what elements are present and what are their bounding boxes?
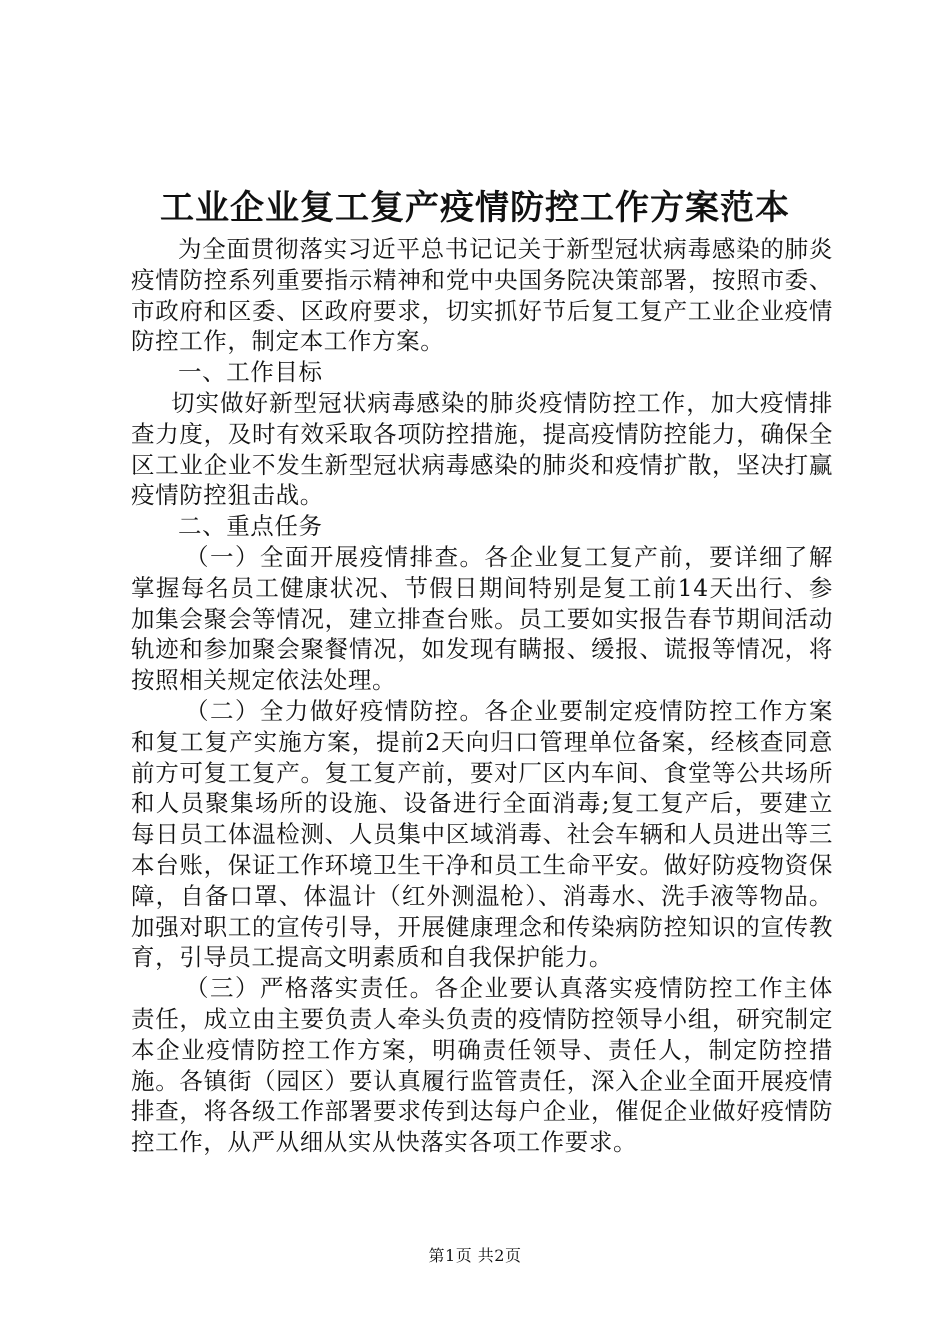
section-heading-goals: 一、工作目标 — [178, 358, 323, 387]
intro-paragraph: 为全面贯彻落实习近平总书记记关于新型冠状病毒感染的肺炎疫情防控系列重要指示精神和党中央国务院决策部署，按照市委、市政府和区委、区政府要求，切实抓好节后复工复产工业企业疫情防控工作，制定本工作方案。 — [131, 235, 833, 356]
task-3-paragraph: （三）严格落实责任。各企业要认真落实疫情防控工作主体责任，成立由主要负责人牵头负责的疫情防控领导小组，研究制定本企业疫情防控工作方案，明确责任领导、责任人，制定防控措施。各镇街（园区）要认真履行监管责任，深入企业全面开展疫情排查，将各级工作部署要求传到达每户企业，催促企业做好疫情防控工作，从严从细从实从快落实各项工作要求。 — [131, 974, 833, 1157]
goals-paragraph: 切实做好新型冠状病毒感染的肺炎疫情防控工作，加大疫情排查力度，及时有效采取各项防控措施，提高疫情防控能力，确保全区工业企业不发生新型冠状病毒感染的肺炎和疫情扩散，坚决打赢疫情防控狙击战。 — [131, 388, 833, 510]
document-title: 工业企业复工复产疫情防控工作方案范本 — [160, 188, 790, 228]
task-2-paragraph: （二）全力做好疫情防控。各企业要制定疫情防控工作方案和复工复产实施方案，提前2天向归口管理单位备案，经核查同意前方可复工复产。复工复产前，要对厂区内车间、食堂等公共场所和人员聚集场所的设施、设备进行全面消毒;复工复产后，要建立每日员工体温检测、人员集中区域消毒、社会车辆和人员进出等三本台账，保证工作环境卫生干净和员工生命平安。做好防疫物资保障，自备口罩、体温计（红外测温枪）、消毒水、洗手液等物品。加强对职工的宣传引导，开展健康理念和传染病防控知识的宣传教育，引导员工提高文明素质和自我保护能力。 — [131, 696, 833, 972]
page-number-footer: 第1页 共2页 — [428, 1246, 522, 1265]
document-body — [131, 234, 833, 1158]
task-1-paragraph: （一）全面开展疫情排查。各企业复工复产前，要详细了解掌握每名员工健康状况、节假日期间特别是复工前14天出行、参加集会聚会等情况，建立排查台账。员工要如实报告春节期间活动轨迹和参加聚会聚餐情况，如发现有瞒报、缓报、谎报等情况，将按照相关规定依法处理。 — [131, 542, 833, 695]
section-heading-tasks: 二、重点任务 — [178, 512, 323, 541]
